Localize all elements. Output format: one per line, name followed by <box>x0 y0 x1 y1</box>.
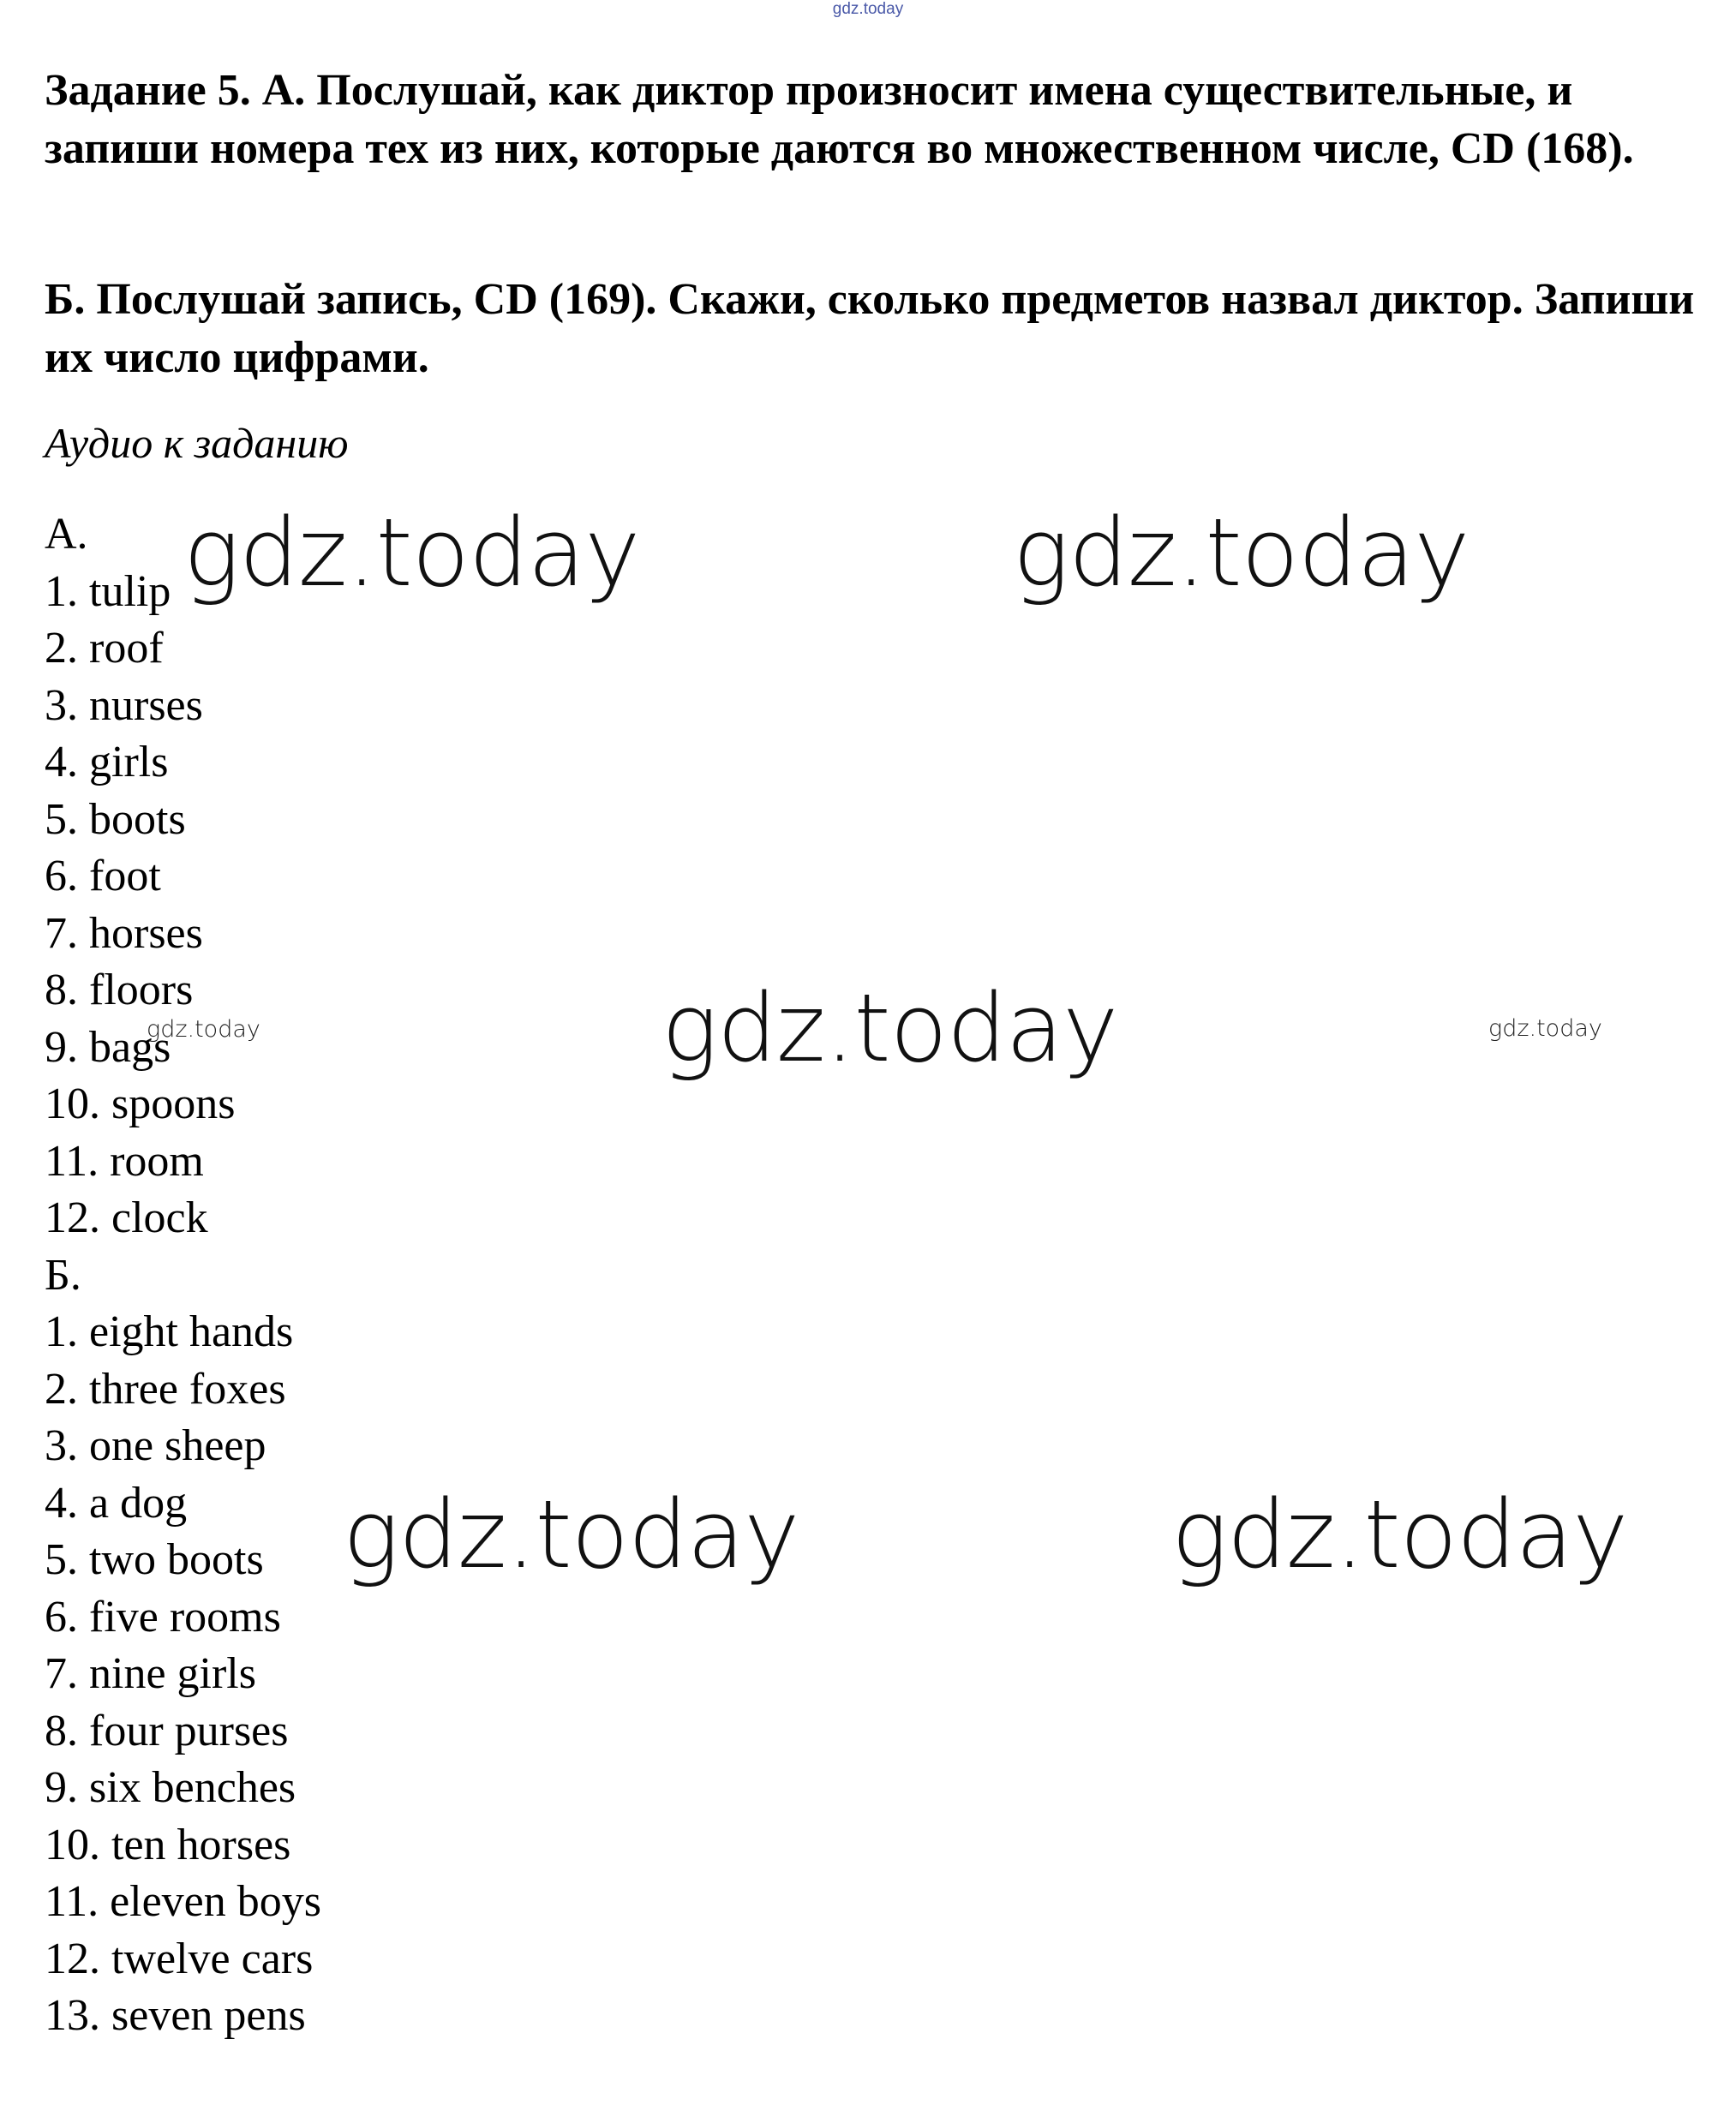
list-item: 5. two boots <box>45 1535 264 1584</box>
word-list <box>45 506 321 2045</box>
list-item: 9. six benches <box>45 1763 296 1812</box>
list-item: 3. one sheep <box>45 1421 266 1470</box>
list-item: 7. nine girls <box>45 1649 256 1698</box>
list-item: 6. foot <box>45 852 161 900</box>
list-item: 11. eleven boys <box>45 1877 321 1926</box>
list-item: 6. five rooms <box>45 1592 281 1642</box>
list-item: 13. seven pens <box>45 1991 306 2040</box>
watermark-large: gdz.today <box>1171 1480 1628 1589</box>
list-item: 11. room <box>45 1136 204 1186</box>
watermark-large: gdz.today <box>183 498 640 607</box>
watermark-large: gdz.today <box>661 973 1118 1083</box>
list-item: 9. bags <box>45 1022 171 1072</box>
list-item: 2. three foxes <box>45 1364 286 1414</box>
list-item: 8. four purses <box>45 1706 289 1755</box>
list-item: 12. clock <box>45 1193 208 1242</box>
top-watermark: gdz.today <box>832 0 904 18</box>
list-item: 10. ten horses <box>45 1820 291 1869</box>
list-item: 1. tulip <box>45 566 171 616</box>
audio-link[interactable]: Аудио к заданию <box>45 419 349 467</box>
watermark-large: gdz.today <box>1013 498 1470 607</box>
list-item: 4. a dog <box>45 1478 188 1528</box>
task-title-part-a: Задание 5. А. Послушай, как диктор произносит имена существительные, и запиши номера тех из них, которые даются во множественном числе, CD (168). <box>45 66 1634 173</box>
list-item: 5. boots <box>45 794 186 844</box>
list-item: 3. nurses <box>45 680 203 730</box>
watermark-large: gdz.today <box>343 1480 799 1589</box>
list-item: 1. eight hands <box>45 1307 294 1356</box>
section-a-header: А. <box>45 510 88 559</box>
list-item: 12. twelve cars <box>45 1934 314 1983</box>
watermark-small: gdz.today <box>1488 1015 1602 1042</box>
list-item: 4. girls <box>45 738 169 786</box>
list-item: 8. floors <box>45 966 194 1014</box>
watermark-small: gdz.today <box>147 1016 260 1043</box>
list-item: 2. roof <box>45 624 164 673</box>
task-title-part-b: Б. Послушай запись, CD (169). Скажи, сколько предметов назвал диктор. Запиши их число цифрами. <box>45 275 1695 382</box>
list-item: 10. spoons <box>45 1079 236 1128</box>
section-b-header: Б. <box>45 1250 81 1300</box>
list-item: 7. horses <box>45 908 203 958</box>
